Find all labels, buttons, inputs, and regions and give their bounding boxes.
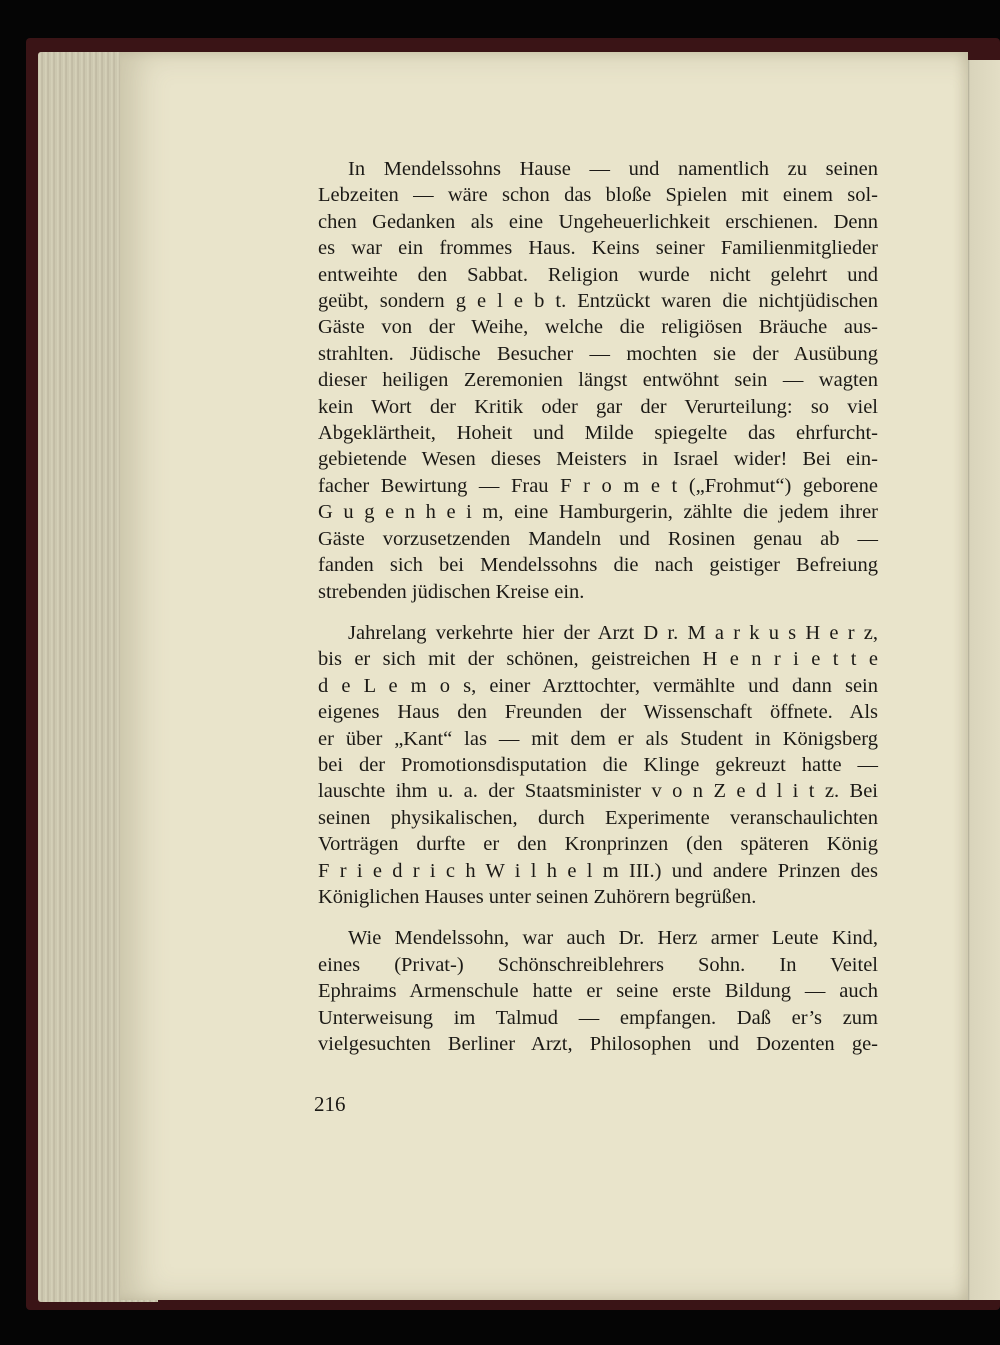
text-line: gebietende Wesen dieses Meisters in Israel wider! Bei ein- [318,448,878,471]
text-line: chen Gedanken als eine Ungeheuerlichkeit erschienen. Denn [318,210,878,233]
text-line: facher Bewirtung — Frau F r o m e t („Frohmut“) geborene [318,474,878,497]
text-line: eines (Privat-) Schönschreiblehrers Sohn. In Veitel [318,953,878,976]
text-line: Wie Mendelssohn, war auch Dr. Herz armer Leute Kind, [348,927,878,950]
text-line: seinen physikalischen, durch Experimente veranschaulichten [318,806,878,829]
page-number: 216 [314,1092,346,1116]
text-line: kein Wort der Kritik oder gar der Verurteilung: so viel [318,395,878,418]
text-line: eigenes Haus den Freunden der Wissenschaft öffnete. Als [318,701,878,724]
text-line: bis er sich mit der schönen, geistreichen H e n r i e t t e [318,648,878,671]
text-line: Gäste von der Weihe, welche die religiösen Bräuche aus- [318,316,878,339]
paragraph-3 [318,925,878,1057]
text-line: Jahrelang verkehrte hier der Arzt D r. M a r k u s H e r z, [348,621,878,644]
text-line: Ephraims Armenschule hatte er seine erste Bildung — auch [318,980,878,1003]
text-line: Vorträgen durfte er den Kronprinzen (den späteren König [318,833,878,856]
text-line: Unterweisung im Talmud — empfangen. Daß er’s zum [318,1006,878,1029]
text-line: vielgesuchten Berliner Arzt, Philosophen und Dozenten ge- [318,1033,878,1055]
text-line: strahlten. Jüdische Besucher — mochten sie der Ausübung [318,342,878,365]
body-text [318,156,878,1057]
text-line: Abgeklärtheit, Hoheit und Milde spiegelte das ehrfurcht- [318,422,878,445]
text-line: bei der Promotionsdisputation die Klinge gekreuzt hatte — [318,753,878,776]
text-line: entweihte den Sabbat. Religion wurde nicht gelehrt und [318,263,878,286]
text-line: er über „Kant“ las — mit dem er als Student in Königsberg [318,727,878,750]
text-line: geübt, sondern g e l e b t. Entzückt waren die nichtjüdischen [318,290,878,313]
paragraph-1 [318,156,878,605]
paragraph-2 [318,620,878,910]
text-line: F r i e d r i c h W i l h e l m III.) und andere Prinzen des [318,859,878,882]
text-line: dieser heiligen Zeremonien längst entwöhnt sein — wagten [318,369,878,392]
text-line: Lebzeiten — wäre schon das bloße Spielen mit einem sol- [318,184,878,207]
text-line: strebenden jüdischen Kreise ein. [318,580,585,603]
text-line: G u g e n h e i m, eine Hamburgerin, zählte die jedem ihrer [318,501,878,524]
text-line: Königlichen Hauses unter seinen Zuhörern begrüßen. [318,885,757,908]
text-line: In Mendelssohns Hause — und namentlich zu seinen [348,158,878,180]
text-line: fanden sich bei Mendelssohns die nach geistiger Befreiung [318,554,878,577]
text-line: d e L e m o s, einer Arzttochter, vermählte und dann sein [318,674,878,697]
text-line: lauschte ihm u. a. der Staatsminister v o n Z e d l i t z. Bei [318,780,878,803]
text-line: Gäste vorzusetzenden Mandeln und Rosinen genau ab — [318,527,878,550]
text-line: es war ein frommes Haus. Keins seiner Familienmitglieder [318,237,878,260]
